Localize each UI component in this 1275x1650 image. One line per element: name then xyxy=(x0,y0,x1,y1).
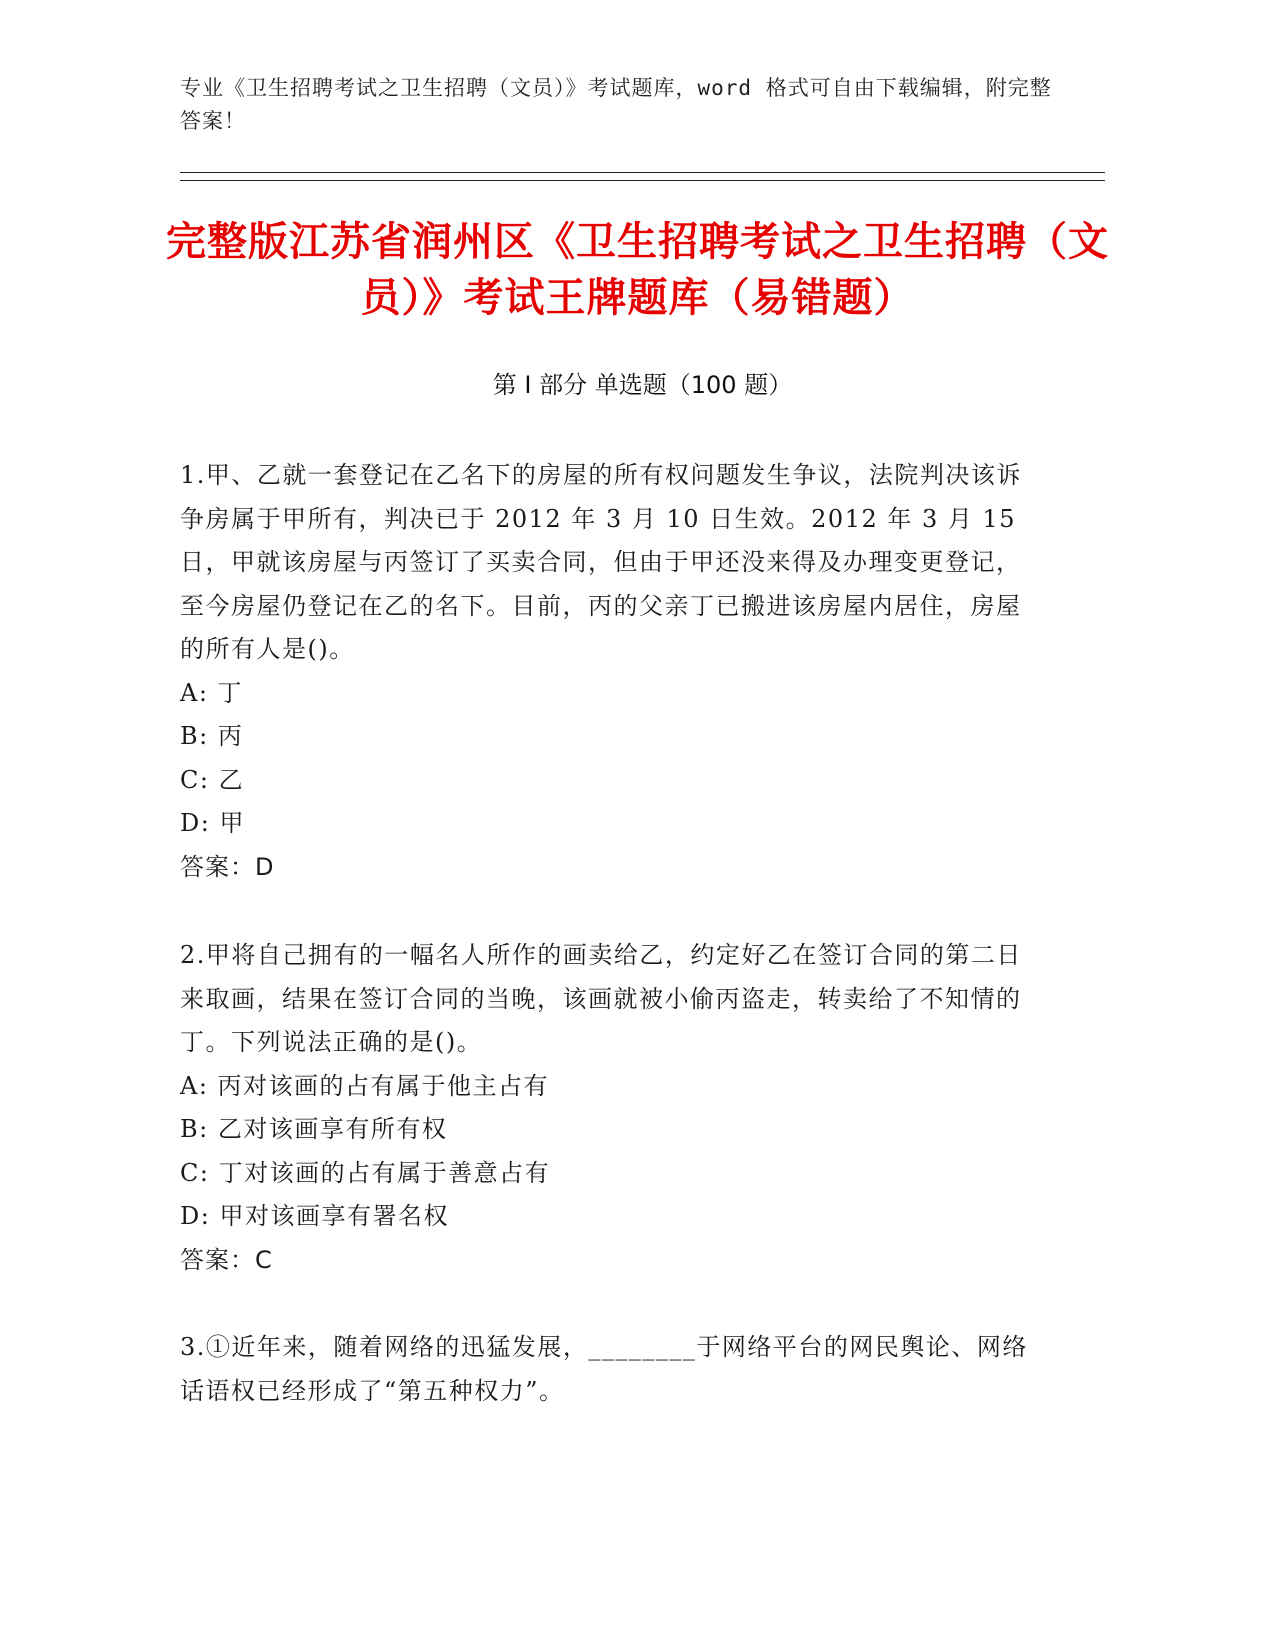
question-3 xyxy=(180,1326,1040,1413)
option-c: C: 丁对该画的占有属于善意占有 xyxy=(180,1158,551,1187)
header-divider-bottom xyxy=(180,180,1105,181)
answer: 答案：C xyxy=(180,1245,273,1274)
document-title: 完整版江苏省润州区《卫生招聘考试之卫生招聘（文员）》考试王牌题库（易错题） xyxy=(166,219,1109,321)
header-divider-top xyxy=(180,172,1105,173)
answer: 答案：D xyxy=(180,852,275,881)
option-a: A: 丁 xyxy=(180,678,244,707)
option-c: C: 乙 xyxy=(180,765,245,794)
option-b: B: 乙对该画享有所有权 xyxy=(180,1115,448,1143)
question-1 xyxy=(180,454,1040,889)
question-stem: 2.甲将自己拥有的一幅名人所作的画卖给乙，约定好乙在签订合同的第二日来取画，结果在签订合同的当晚，该画就被小偷丙盗走，转卖给了不知情的丁。下列说法正确的是()。 xyxy=(180,941,1022,1056)
question-stem: 3.①近年来，随着网络的迅猛发展，________于网络平台的网民舆论、网络话语权已经形成了“第五种权力”。 xyxy=(180,1333,1028,1405)
question-2 xyxy=(180,934,1040,1282)
option-b: B: 丙 xyxy=(180,722,244,750)
question-stem: 1.甲、乙就一套登记在乙名下的房屋的所有权问题发生争议，法院判决该诉争房属于甲所有，判决已于 2012 年 3 月 10 日生效。2012 年 3 月 15 日，甲就该房屋与丙签订了买卖合同，但由于甲还没来得及办理变更登记，至今房屋仍登记在乙的名下。目前，丙的父亲丁已搬进该房屋内居住，房屋的所有人是()。 xyxy=(180,461,1022,663)
header-note: 专业《卫生招聘考试之卫生招聘（文员）》考试题库，word 格式可自由下载编辑，附完整答案！ xyxy=(180,76,1052,133)
option-d: D: 甲 xyxy=(180,809,245,837)
section-heading: 第 I 部分 单选题（100 题） xyxy=(492,371,793,399)
option-a: A: 丙对该画的占有属于他主占有 xyxy=(180,1071,550,1100)
option-d: D: 甲对该画享有署名权 xyxy=(180,1202,449,1230)
